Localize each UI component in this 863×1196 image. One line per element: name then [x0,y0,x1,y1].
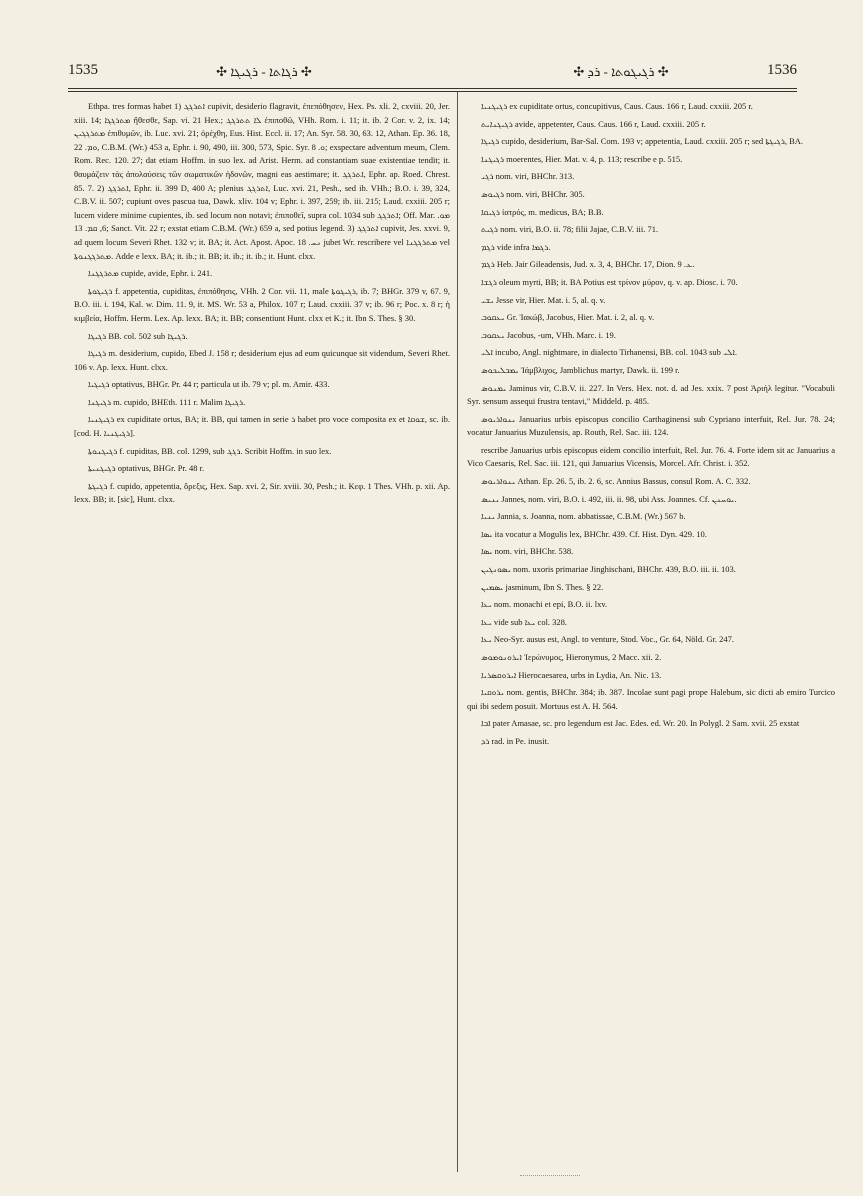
dictionary-entry: ܐܝܪܘܩܣܪܝܐ Hierocaesarea, urbs in Lydia, An. Nic. 13. [481,669,662,680]
dictionary-entry: ܝܡܒܠܝܟܘܣ Ἰάμβλιχος, Jamblichus martyr, Dawk. ii. 199 r. [481,364,680,375]
dictionary-entry: ܝܥܩܘܒ Gr. Ἰακώβ, Jacobus, Hier. Mat. i. 2, al. q. v. [481,312,655,323]
dictionary-entry: ܪܕ rad. in Pe. inusit. [481,735,550,746]
dictionary-entry: ܝܥܐ nom. monachi et epi, B.O. ii. lxv. [481,599,608,610]
dictionary-entry: ܪܓܡ Heb. Jair Gileadensis, Jud. x. 3, 4, BHChr. 17, Dion. ܥ. 9. [481,259,695,270]
dictionary-entry: ܝܢܝܐ Jannia, s. Joanna, nom. abbatissae, C.B.M. (Wr.) 567 b. [481,511,686,522]
dictionary-entry: ܝܪܘܩܝܐ nom. gentis, BHChr. 384; ib. 387. Incolae sunt pagi prope Halebum, sic dicti ab emiro Turcico qui ibi sedem posuit. Mortuus est A. H. 564. [467,687,835,711]
dictionary-entry: ܪܓܫܐ oleum myrti, BB; it. BA Potius est τρίνον μύρον, q. v. ap. Diosc. i. 70. [481,276,738,287]
dictionary-entry: ܝܢܘܐܪܝܘܣ Januarius urbis episcopus concilio Carthaginensi sub Cypriano interfuit, Rel. Jur. 78. 24; vocatur Januarius Muzulensis, ap. Routh, Rel. Sac. iii. 124. [467,413,835,438]
dictionary-entry: ܝܣܐ ita vocatur a Mogulis lex, BHChr. 439. Cf. Hist. Dyn. 429. 10. [481,528,707,539]
header-rule-secondary [68,91,797,92]
dictionary-entry: ܪܓܝܓܐ BB. col. 502 sub ܪܓܝܓܐ. [88,330,188,341]
dictionary-entry: ܝܢܝܣ Jannes, nom. viri, B.O. i. 492, iii. ii. 98, ubi Ass. Joannes. Cf. ܝܘܚܢܢ. [481,493,737,504]
dictionary-entry: ܝܣܐ nom. viri, BHChr. 538. [481,546,574,557]
dictionary-entry: ܪܓܝܓܐ cupido, desiderium, Bar-Sal. Com. 193 v; appetentia, Laud. cxxiii. 205 r; sed ܪܓܝܓܬܐ, BA. [481,136,804,147]
dictionary-entry: ܪܓܝܓܢܐ moerentes, Hier. Mat. v. 4, p. 113; rescribe e p. 515. [481,153,683,164]
dictionary-entry: rescribe Januarius urbis episcopus eidem concilio interfuit, Rel. Jur. 76. 4. Forte idem sit ac Januarius a Vico Caesaris, Rel. Sac. iii. 121, qui Januarius Vicensis, Morcel. Afr. Christ. i. 352. [467,444,835,469]
dictionary-entry: ܝܢܘܐܪܝܘܣ Athan. Ep. 26. 5, ib. 2. 6, sc. Annius Bassus, consul Rom. A. C. 332. [481,476,751,487]
dictionary-entry: ܐܒܐ pater Amasae, sc. pro legendum est Jac. Edes. ed. Wr. 20. In Polygl. 2 Sam. xvii. 25 exstat [481,718,800,729]
dictionary-entry: ܝܥܐ vide sub ܝܥܐ col. 328. [481,616,568,627]
left-page-number: 1535 [68,62,98,78]
dictionary-entry: ܐܝܪܘܢܘܡܘܣ Ἱερώνυμος, Hieronymus, 2 Macc. xii. 2. [481,652,662,662]
dictionary-entry: ܪܓܝܓܢܝܬܐ optativus, BHGr. Pr. 48 r. [88,463,205,474]
dictionary-entry: Ethpa. tres formas habet 1) ܐܬܪܓܓ cupivit, desiderio flagravit, ἐπεπόθησεν, Hex. Ps. xli. 2, cxviii. 20, Jer. xiii. 14; ܡܬܪܓܓܐ ἤθεσθε, Sap. vi. 21 Hex.; ܠܐ ܬܬܪܓܓ ἐπιποθῶ, VHh. Rom. i. 11; it. ib. 2 Cor. v. 2, ix. 14; ܡܬܪܓܓܝܢ ἐπιθυμῶν, ib. Luc. xvi. 21; ὀρέχθη, Eus. Hist. Eccl. ii. 17; An. Syr. 58. 30, 63. 12, Athan. Ep. 36. 18, ܘܡ. 22, C.B.M. (Wr.) 453 a, Ephr. i. 90, 490, iii. 300, 573, Spic. Syr. ܘ. 8; exspectare adventum meum, Clem. Rom. Rec. 120. 27; dat etiam Hoffm. in suo lex. ad Arist. Herm. ad constantiam suae existentiae tendit; it. θαυμάζειν τὰς ἀπολαύσεις τῶν σωματικῶν ἡδονῶν, magni eas aestimare; it. ܐܬܪܓܓ, Ephr. ap. Roed. Chrest. 85. 7. 2) ܐܬܪܓܓ, Ephr. ii. 399 D, 400 A; plenius ܐܬܪܓܓ, Luc. xvi. 21, Pesh., sed ib. VHh.; B.O. i. 39, 324, C.B.V. ii. 507; cupiunt oves pascua tua, Dawk. xliv. 104 v; Ephr. i. 397, 259; ib. iii. 215; Laud. cxxiii. 205 r; lucem videre minime cupientes, ib. sed locum non notavi; ἐπιποθεῖ, supra col. 1034 sub ܐܬܪܓܓ; Off. Mar. ܡܘ. 6, ܩܡ. 13; Sanct. Vit. 22 r; exstat etiam C.B.M. (Wr.) 659 a, sed potius legend. 3) ܐܬܪܓܓ cupivit, Jes. xxvi. 9, ad quem locum Severi Rhet. 132 v; it. BA; it. Act. Apost. Apoc. ܢܚ. 18 jubet Wr. rescribere vel ܡܬܪܓܓܢܐ vel ܡܬܪܓܓܢܘܬܐ. Adde e lexx. BA; it. ib.; it. BB; it. ib.; it. ib.; it. Hunt. clxx. [74,101,450,261]
dictionary-entry: ܝܣܡܝܢ jasminum, Ibn S. Thes. § 22. [481,581,604,592]
dictionary-entry: ܡܬܪܓܓܢܐ cupide, avide, Ephr. i. 241. [88,268,213,279]
right-column [467,100,835,1170]
left-column [74,100,450,1170]
dictionary-entry: ܪܓܝܓܢܝܐ ex cupiditate ortus, BA; it. BB, qui tamen in serie ܪ habet pro voce composita ex et ܫܘܩܐ, sc. ib. [cod. H. ܪܓܝܓܢܝܐ]. [74,414,450,439]
right-running-title: ✣ ܪܓܝܓܘܬܐ - ܪܕ ✣ [573,64,669,79]
dictionary-entry: ܪܓܝ nom. viri, BHChr. 313. [481,171,575,182]
dictionary-entry: ܪܓܝܓܝܐ optativus, BHGr. Pr. 44 r; particula ut ib. 79 v; pl. m. Amir. 433. [88,379,330,390]
dictionary-entry: ܝܡܢܘܣ Jaminus vir, C.B.V. ii. 227. In Vers. Hex. not. d. ad Jes. xxix. 7 post Ἀριήλ legitur. "Vocabuli Syr. sensum assequi frustra tentavi," Middeld. p. 485. [467,382,835,407]
dictionary-entry: ܝܣܘܢܓܝܢ nom. uxoris primariae Jinghischani, BHChr. 439, B.O. iii. ii. 103. [481,564,736,575]
dictionary-entry: ܪܓܝܓܢܝܐ ex cupiditate ortus, concupitivus, Caus. Caus. 166 r, Laud. cxxiii. 205 r. [481,101,753,111]
dictionary-entry: ܝܫܝ Jesse vir, Hier. Mat. i. 5, al. q. v. [481,294,606,305]
right-page-number: 1536 [767,62,797,78]
dictionary-entry: ܐܠܝ incubo, Angl. nightmare, in dialecto Tirhanensi, BB. col. 1043 sub ܐܠܝ. [481,347,738,358]
dictionary-entry: ܝܥܩܘܒ Jacobus, -um, VHh. Marc. i. 19. [481,329,616,340]
page-header [68,62,797,84]
dictionary-entry: ܪܓܝܓܢܐܝܬ avide, appetenter, Caus. Caus. 166 r, Laud. cxxiii. 205 r. [481,118,706,129]
dictionary-entry: ܪܓܝܩܐ ἰατρός, m. medicus, BA; B.B. [481,206,604,217]
dictionary-entry: ܪܓܝܬ nom. viri, B.O. ii. 78; filii Jajae, C.B.V. iii. 71. [481,224,659,235]
dictionary-entry: ܪܓܝܘܣ nom. viri, BHChr. 305. [481,188,585,199]
dictionary-entry: ܪܓܝܓܘܬܐ f. appetentia, cupiditas, ἐπιπόθησις, VHh. 2 Cor. vii. 11, male ܪܓܝܓܘܬܐ, ib. 7; BHGr. 379 v, 67. 9, B.O. iii. i. 194, Kal. w. Dim. 11. 9, it. MS. Wr. 53 a, Philox. 107 r; Laud. cxxiii. 37 v; ib. 96 r; Poc. x. 8 r; ἡ κιμβεία, Hoffm. Herm. Lex. Ap. lexx. BA; it. BB; consentiunt Hunt. clxx et K.; it. Ibn S. Thes. § 30. [74,285,450,323]
footer-rule [520,1175,580,1176]
dictionary-entry: ܪܓܝܓܢܘܬܐ f. cupiditas, BB. col. 1299, sub ܪܓܓ. Scribit Hoffm. in suo lex. [88,445,332,456]
dictionary-entry: ܪܓܝܓܢܐ m. cupido, BHEth. 111 r. Malim ܪܓܝܓܐ. [88,396,246,407]
dictionary-entry: ܝܥܐ Neo-Syr. ausus est, Angl. to venture, Stod. Voc., Gr. 64, Nöld. Gr. 247. [481,634,734,645]
column-divider [457,92,458,1172]
dictionary-entry: ܪܓܝܓܬܐ f. cupido, appetentia, ὄρεξις, Hex. Sap. xvi. 2, Sir. xviii. 30, Pesh.; it. Κεφ. 1 Thes. VHh. p. xii. Ap. lexx. BB; it. [sic], Hunt. clxx. [74,480,450,505]
dictionary-entry: ܪܓܝܓܐ m. desiderium, cupido, Ebed J. 158 r; desiderium ejus ad eum quicunque sit videndum, Severi Rhet. 106 v. Ap. lexx. Hunt. clxx. [74,348,450,372]
left-running-title: ✣ ܪܓܐܬܐ - ܪܓܝܓܐ ✣ [216,64,312,79]
header-rule [68,88,797,89]
dictionary-entry: ܪܓܡ vide infra ܪܓܡܐ. [481,241,551,252]
